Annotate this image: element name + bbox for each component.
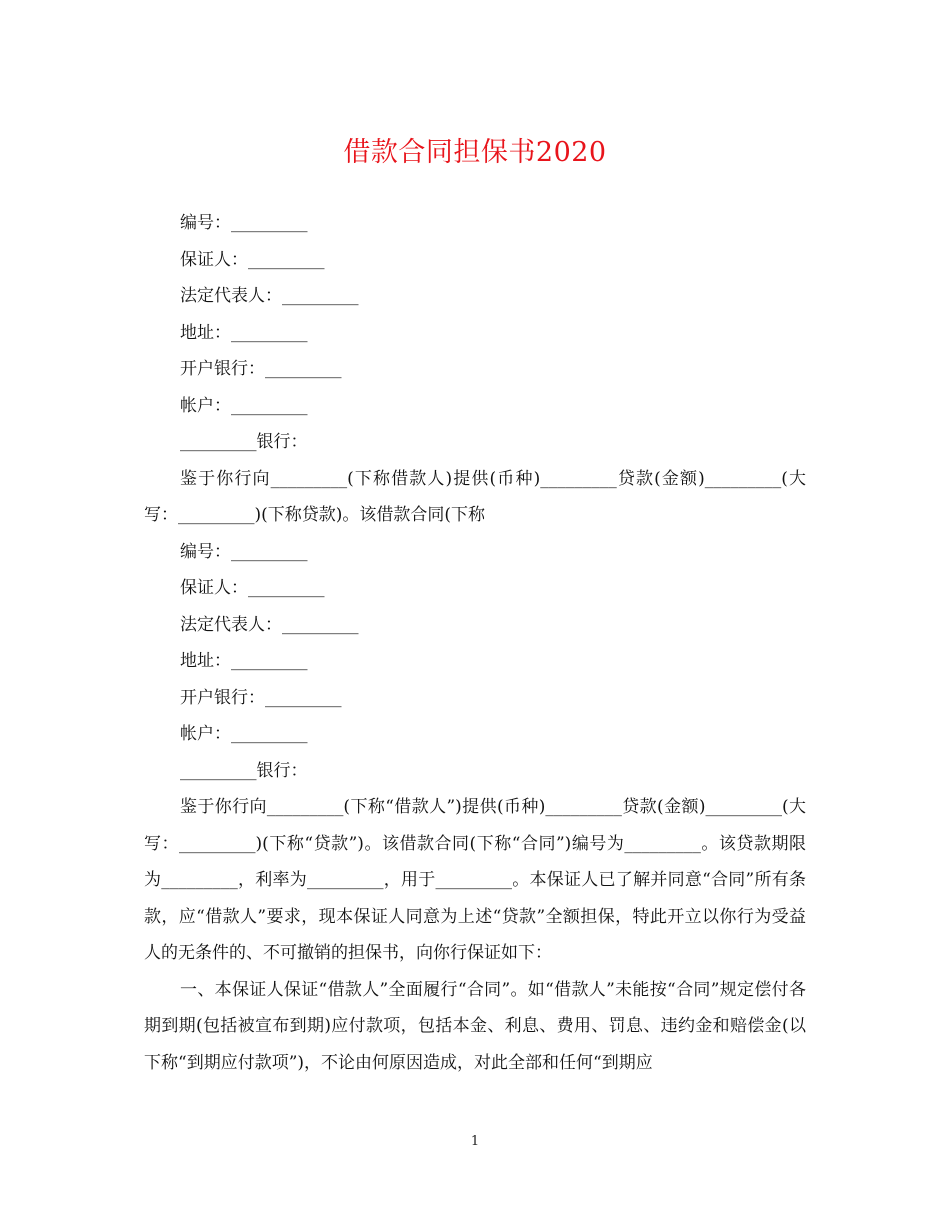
field-addressee-bank: _________银行： bbox=[180, 760, 308, 781]
field-legal-representative: 法定代表人：_________ bbox=[180, 286, 359, 306]
field-legal-representative: 法定代表人：_________ bbox=[180, 614, 359, 635]
field-number: 编号：_________ bbox=[180, 213, 308, 233]
field-number: 编号：_________ bbox=[180, 541, 308, 562]
field-account: 帐户：_________ bbox=[180, 724, 308, 744]
page-number: 1 bbox=[470, 1134, 480, 1149]
document-body bbox=[144, 205, 806, 1081]
field-account: 帐户：_________ bbox=[180, 395, 308, 416]
document-title: 借款合同担保书2020 bbox=[343, 137, 607, 168]
paragraph-clause-1: 一、本保证人保证“借款人”全面履行“合同”。如“借款人”未能按“合同”规定偿付各期到期(包括被宣布到期)应付款项，包括本金、利息、费用、罚息、违约金和赔偿金(以下称“到期应付款项”)，不论由何原因造成，对此全部和任何“到期应 bbox=[144, 979, 806, 1073]
field-address: 地址：_________ bbox=[180, 651, 308, 671]
paragraph-preamble-short: 鉴于你行向_________(下称借款人)提供(币种)_________贷款(金额)_________(大写：_________)(下称贷款)。该借款合同(下称 bbox=[144, 468, 806, 525]
field-address: 地址：_________ bbox=[180, 322, 308, 343]
field-addressee-bank: _________银行： bbox=[180, 432, 308, 452]
field-guarantor: 保证人：_________ bbox=[180, 249, 325, 270]
field-guarantor: 保证人：_________ bbox=[180, 578, 325, 598]
field-bank: 开户银行：_________ bbox=[180, 359, 342, 379]
field-bank: 开户银行：_________ bbox=[180, 687, 342, 708]
paragraph-preamble: 鉴于你行向_________(下称“借款人”)提供(币种)_________贷款(金额)_________(大写：_________)(下称“贷款”)。该借款合同(下称“合同”)编号为_________。该贷款期限为_________，利率为_________，用于_________。本保证人已了解并同意“合同”所有条款，应“借款人”要求，现本保证人同意为上述“贷款”全额担保，特此开立以你行为受益人的无条件的、不可撤销的担保书，向你行保证如下： bbox=[144, 797, 806, 963]
